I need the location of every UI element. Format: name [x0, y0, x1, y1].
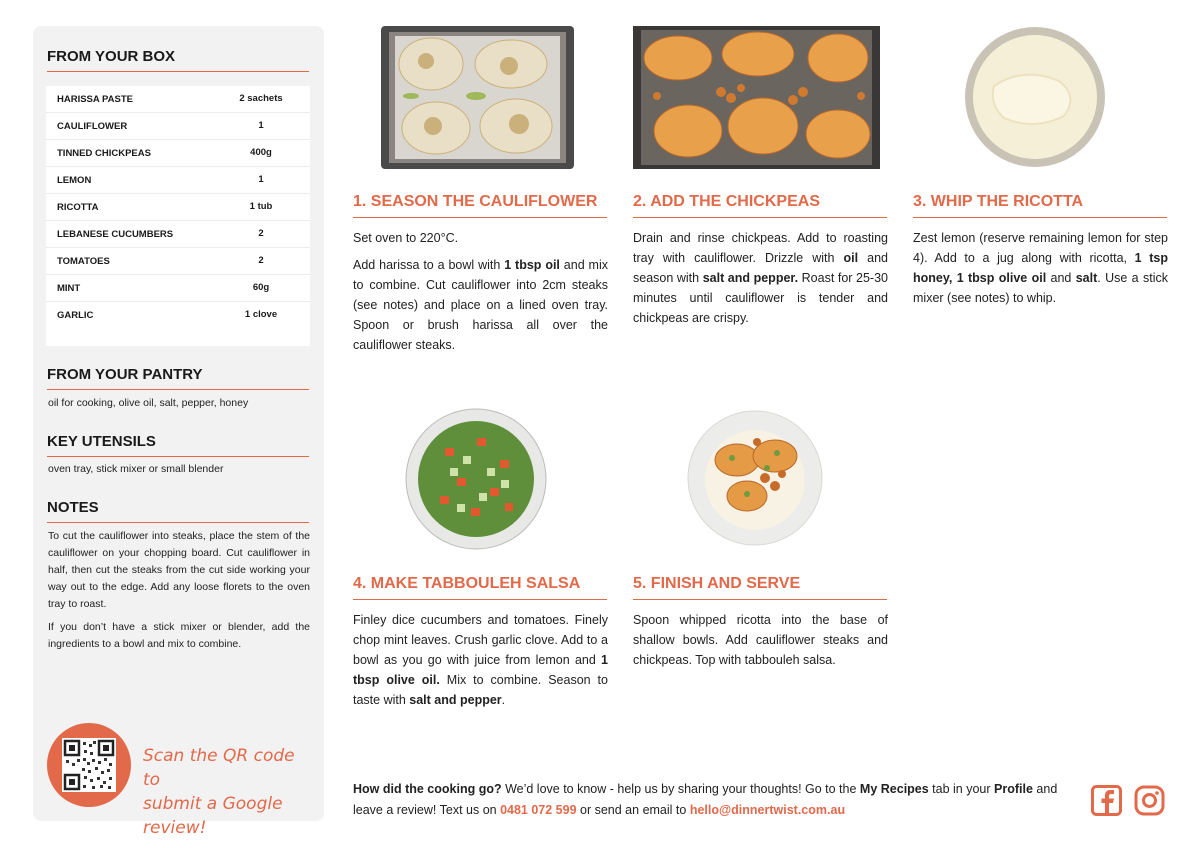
- ingredient-qty: 2 sachets: [239, 93, 283, 104]
- notes-text: [48, 528, 310, 659]
- notes-paragraph: If you don’t have a stick mixer or blender, add the ingredients to a bowl and mix to combine.: [48, 621, 310, 650]
- ingredient-row: [46, 275, 310, 302]
- step-5-text: Spoon whipped ricotta into the base of shallow bowls. Add cauliflower steaks and chickpeas. Top with tabbouleh salsa.: [633, 613, 888, 667]
- phone-link[interactable]: 0481 072 599: [500, 803, 577, 817]
- ingredient-qty: 1 tub: [249, 201, 273, 212]
- my-recipes-link[interactable]: My Recipes: [859, 782, 929, 796]
- ingredient-name: GARLIC: [57, 310, 94, 321]
- ingredient-qty: 2: [258, 228, 264, 239]
- instagram-icon[interactable]: [1134, 785, 1165, 816]
- ingredient-row: [46, 302, 310, 328]
- qr-code-icon[interactable]: [62, 738, 116, 792]
- step-5-title: 5. FINISH AND SERVE: [633, 575, 887, 600]
- text-run: and leave a review! Text us on: [353, 782, 1058, 817]
- ingredient-qty: 1: [258, 120, 264, 131]
- qr-badge: [47, 723, 131, 807]
- text-run: and: [1046, 271, 1076, 285]
- text-run: Zest lemon (reserve remaining lemon for step 4). Add to a jug along with ricotta,: [913, 231, 1168, 265]
- step-4-text: [353, 610, 608, 710]
- step-4-photo: [405, 408, 548, 551]
- notes-title: NOTES: [47, 499, 309, 523]
- step-1-title: 1. SEASON THE CAULIFLOWER: [353, 193, 607, 218]
- step-5-body: [633, 610, 888, 677]
- ingredient-row: [46, 221, 310, 248]
- facebook-icon[interactable]: [1091, 785, 1122, 816]
- step-1-text: [353, 255, 608, 355]
- notes-paragraph: To cut the cauliflower into steaks, place the stem of the cauliflower on your chopping board. Cut cauliflower in half, then cut the steaks from the cut side working your way out to the edge. Add any loose florets to the oven tray to roast.: [48, 530, 310, 610]
- step-2-photo: [633, 26, 880, 169]
- utensils-text: oven tray, stick mixer or small blender: [48, 463, 224, 475]
- text-run: We’d love to know - help us by sharing your thoughts! Go to the: [501, 782, 860, 796]
- step-1-body: [353, 228, 608, 362]
- qr-caption-line: Scan the QR code to: [143, 746, 295, 790]
- step-1-text: Set oven to 220°C.: [353, 231, 459, 245]
- from-your-pantry-title: FROM YOUR PANTRY: [47, 366, 309, 390]
- ingredient-name: TINNED CHICKPEAS: [57, 148, 151, 159]
- text-run-bold: salt and pepper: [409, 693, 502, 707]
- step-3-photo: [964, 26, 1107, 169]
- ingredient-qty: 2: [258, 255, 264, 266]
- qr-caption: [143, 744, 313, 840]
- ingredient-name: LEBANESE CUCUMBERS: [57, 229, 174, 240]
- step-2-body: [633, 228, 888, 335]
- text-run: Finley dice cucumbers and tomatoes. Finely chop mint leaves. Crush garlic clove. Add to a bowl as you go with juice from lemon and: [353, 613, 608, 667]
- ingredients-table: [46, 86, 310, 346]
- ingredient-name: CAULIFLOWER: [57, 121, 128, 132]
- text-run-bold: 1 tbsp oil: [504, 258, 560, 272]
- footer-question: How did the cooking go?: [353, 782, 502, 796]
- text-run: and mix to combine. Cut cauliflower into 2cm steaks (see notes) and place on a lined oven tray. Spoon or brush harissa all over the cauliflower steaks.: [353, 258, 608, 352]
- text-run: Mix to combine. Season to taste with: [353, 673, 608, 707]
- email-link[interactable]: hello@dinnertwist.com.au: [689, 803, 846, 817]
- ingredient-name: HARISSA PASTE: [57, 94, 134, 105]
- ingredient-name: LEMON: [57, 175, 92, 186]
- text-run: Roast for 25-30 minutes until cauliflower is tender and chickpeas are crispy.: [633, 271, 888, 325]
- step-4-title: 4. MAKE TABBOULEH SALSA: [353, 575, 607, 600]
- pantry-text: oil for cooking, olive oil, salt, pepper, honey: [48, 397, 249, 409]
- text-run-bold: 1 tsp honey, 1 tbsp olive oil: [913, 251, 1168, 285]
- ingredient-row: [46, 167, 310, 194]
- text-run: Add harissa to a bowl with: [353, 258, 505, 272]
- text-run-bold: oil: [843, 251, 859, 265]
- text-run-bold: salt and pepper.: [702, 271, 799, 285]
- ingredient-qty: 1: [258, 174, 264, 185]
- text-run: and season with: [633, 251, 888, 285]
- ingredient-row: [46, 113, 310, 140]
- ingredient-name: RICOTTA: [57, 202, 99, 213]
- text-run: . Use a stick mixer (see notes) to whip.: [913, 271, 1168, 305]
- from-your-box-title: FROM YOUR BOX: [47, 48, 309, 72]
- text-run: Drain and rinse chickpeas. Add to roasting tray with cauliflower. Drizzle with: [633, 231, 888, 265]
- text-run: or send an email to: [576, 803, 690, 817]
- ingredient-row: [46, 194, 310, 221]
- ingredient-qty: 1 clove: [244, 309, 278, 320]
- qr-caption-line: submit a Google review!: [143, 794, 283, 838]
- text-run-bold: 1 tbsp olive oil.: [353, 653, 608, 687]
- step-3-text: [913, 228, 1168, 308]
- key-utensils-title: KEY UTENSILS: [47, 433, 309, 457]
- ingredient-row: [46, 140, 310, 167]
- text-run: tab in your: [928, 782, 995, 796]
- step-4-body: [353, 610, 608, 717]
- ingredient-name: TOMATOES: [57, 256, 110, 267]
- ingredient-qty: 60g: [252, 282, 270, 293]
- step-3-body: [913, 228, 1168, 315]
- sidebar: [33, 26, 324, 838]
- review-prompt: [353, 779, 1073, 821]
- step-2-text: [633, 228, 888, 328]
- text-run: .: [501, 693, 506, 707]
- ingredient-row: [46, 86, 310, 113]
- ingredient-row: [46, 248, 310, 275]
- text-run-bold: salt: [1075, 271, 1098, 285]
- ingredient-name: MINT: [57, 283, 81, 294]
- step-5-photo: [687, 408, 824, 548]
- step-3-title: 3. WHIP THE RICOTTA: [913, 193, 1167, 218]
- ingredient-qty: 400g: [250, 147, 272, 158]
- step-1-photo: [381, 26, 574, 169]
- profile-link[interactable]: Profile: [994, 782, 1033, 796]
- step-2-title: 2. ADD THE CHICKPEAS: [633, 193, 887, 218]
